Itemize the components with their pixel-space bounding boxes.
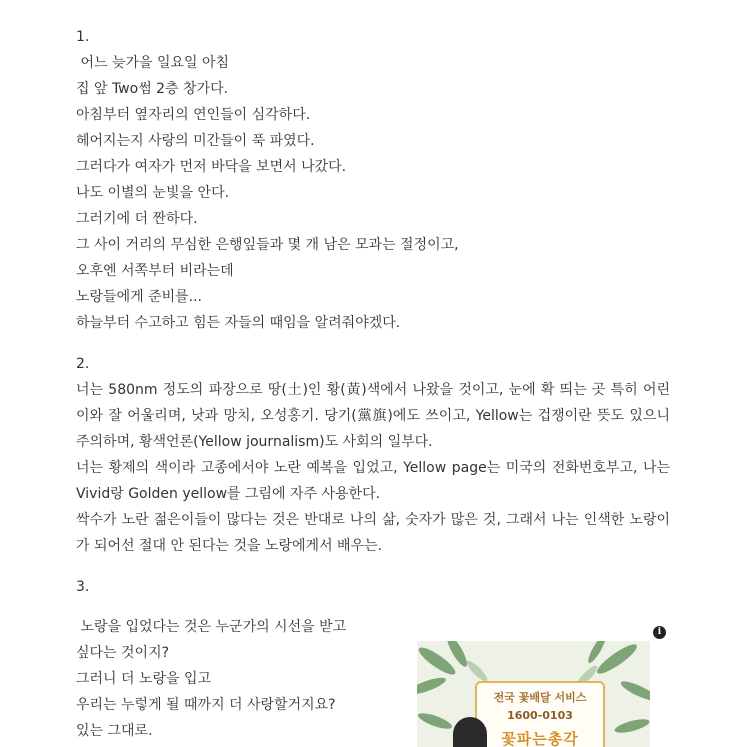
poem-line: 집 앞 Two썸 2층 창가다. (76, 81, 229, 97)
poem-line: 싶다는 것이지? (76, 645, 170, 661)
poem-line: 우리는 누렇게 될 때까지 더 사랑할거지요? (76, 697, 336, 713)
info-icon[interactable]: i (653, 626, 666, 639)
essay-paragraph: 싹수가 노란 젊은이들이 많다는 것은 반대로 나의 삶, 숫자가 많은 것, 그래서 나는 인색한 노랑이가 되어선 절대 안 된다는 것을 노랑에게서 배우는. (76, 512, 670, 554)
ad-brand: 꽃파는총각 (501, 730, 579, 747)
poem-line: 나도 이별의 눈빛을 안다. (76, 185, 230, 201)
ad-card (475, 681, 605, 747)
advertisement-banner[interactable] (417, 641, 650, 747)
poem-line: 그 사이 거리의 무심한 은행잎들과 몇 개 남은 모과는 절정이고, (76, 237, 459, 253)
poem-line: 노랑을 입었다는 것은 누군가의 시선을 받고 (76, 619, 347, 635)
essay-paragraph: 너는 580nm 정도의 파장으로 땅(土)인 황(黃)색에서 나왔을 것이고, 눈에 확 띄는 곳 특히 어린이와 잘 어울리며, 낫과 망치, 오성홍기. 당기(黨旗)에도 쓰이고, Yellow는 겁쟁이란 뜻도 있으니 주의하며, 황색언론(Yellow journalism)도 사회의 일부다. (76, 382, 670, 450)
ad-phone: 1600-0103 (507, 709, 573, 722)
section-number: 2. (76, 356, 90, 372)
poem-line: 노랑들에게 준비를... (76, 289, 202, 305)
poem-line: 하늘부터 수고하고 힘든 자들의 때임을 알려줘야겠다. (76, 315, 401, 331)
poem-line: 그러기에 더 짠하다. (76, 211, 198, 227)
section-number: 1. (76, 29, 90, 45)
poem-line: 오후엔 서쪽부터 비라는데 (76, 263, 234, 279)
ad-service-text: 전국 꽃배달 서비스 (493, 691, 587, 704)
section-number: 3. (76, 579, 90, 595)
poem-line: 그러니 더 노랑을 입고 (76, 671, 212, 687)
person-image (453, 717, 487, 747)
poem-line: 어느 늦가을 일요일 아침 (76, 55, 230, 71)
essay-paragraph: 너는 황제의 색이라 고종에서야 노란 예복을 입었고, Yellow page는 미국의 전화번호부고, 나는 Vivid랑 Golden yellow를 그림에 자주 사용한다. (76, 460, 670, 502)
poem-line: 아침부터 옆자리의 연인들이 심각하다. (76, 107, 311, 123)
poem-line: 헤어지는지 사랑의 미간들이 푹 파였다. (76, 133, 315, 149)
poem-line: 그러다가 여자가 먼저 바닥을 보면서 나갔다. (76, 159, 347, 175)
poem-line: 있는 그대로. (76, 723, 153, 739)
